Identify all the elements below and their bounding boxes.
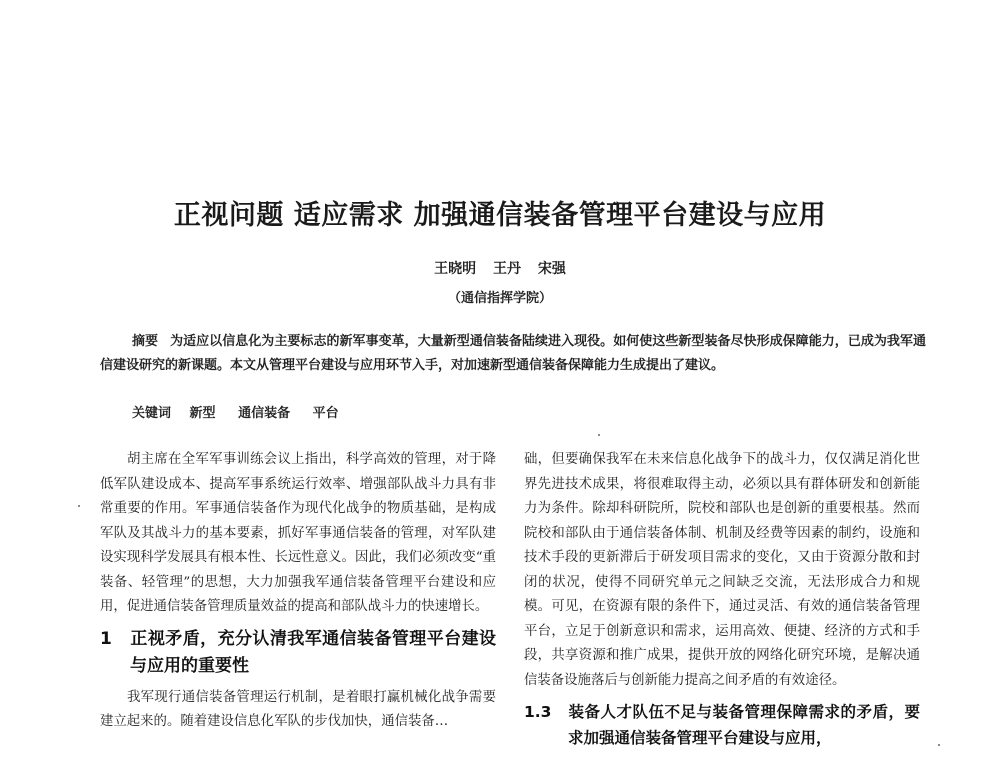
subsection-number: 1.3 <box>524 703 552 721</box>
keyword: 新型 <box>189 406 216 421</box>
section-1-paragraph: 我军现行通信装备管理运行机制，是着眼打赢机械化战争需要建立起来的。随着建设信息化军队的步伐加快，通信装备… <box>100 689 496 729</box>
intro-paragraph: 胡主席在全军军事训练会议上指出，科学高效的管理，对于降低军队建设成本、提高军事系统运行效率、增强部队战斗力具有非常重要的作用。军事通信装备作为现代化战争的物质基础，是构成军队及其战斗力的基本要素，抓好军事通信装备的管理，对军队建设实现科学发展具有根本性、长远性意义。因此，我们必须改变“重装备、轻管理”的思想，大力加强我军通信装备管理平台建设和应用，促进通信装备管理质量效益的提高和部队战斗力的快速增长。 <box>100 452 496 614</box>
paper-affiliation: （通信指挥学院） <box>447 291 552 306</box>
subsection-1-3-heading <box>524 699 920 751</box>
subsection-title: 装备人才队伍不足与装备管理保障需求的矛盾，要求加强通信装备管理平台建设与应用， <box>568 703 920 747</box>
right-paragraph: 础，但要确保我军在未来信息化战争下的战斗力，仅仅满足消化世界先进技术成果，将很难取得主动，必须以具有群体研发和创新能力为条件。除却科研院所，院校和部队也是创新的重要根基。然而院校和部队由于通信装备体制、机制及经费等因素的制约，设施和技术手段的更新滞后于研发项目需求的变化，又由于资源分散和封闭的状况，使得不同研究单元之间缺乏交流，无法形成合力和规模。可见，在资源有限的条件下，通过灵活、有效的通信装备管理平台，立足于创新意识和需求，运用高效、便捷、经济的方式和手段，共享资源和推广成果，提供开放的网络化研究环境，是解决通信装备设施落后与创新能力提高之间矛盾的有效途径。 <box>524 452 920 688</box>
left-column <box>100 448 496 735</box>
keyword: 平台 <box>312 406 339 421</box>
keywords <box>132 402 357 421</box>
section-number: 1 <box>100 628 112 649</box>
abstract-text: 为适应以信息化为主要标志的新军事变革，大量新型通信装备陆续进入现役。如何使这些新型装备尽快形成保障能力，已成为我军通信建设研究的新课题。本文从管理平台建设与应用环节入手，对加速新型通信装备保障能力生成提出了建议。 <box>100 334 926 373</box>
keywords-label: 关键词 <box>132 406 172 421</box>
right-column <box>524 448 920 751</box>
abstract-label: 摘要 <box>132 334 159 349</box>
paper-title: 正视问题 适应需求 加强通信装备管理平台建设与应用 <box>173 200 827 231</box>
section-1-heading <box>100 626 496 680</box>
scan-speck <box>78 505 80 507</box>
paper-authors: 王晓明 王丹 宋强 <box>434 261 566 277</box>
scan-speck <box>598 434 600 436</box>
keyword: 通信装备 <box>238 406 291 421</box>
scan-speck <box>938 744 940 746</box>
abstract <box>100 330 926 378</box>
section-title: 正视矛盾，充分认清我军通信装备管理平台建设与应用的重要性 <box>130 628 496 676</box>
